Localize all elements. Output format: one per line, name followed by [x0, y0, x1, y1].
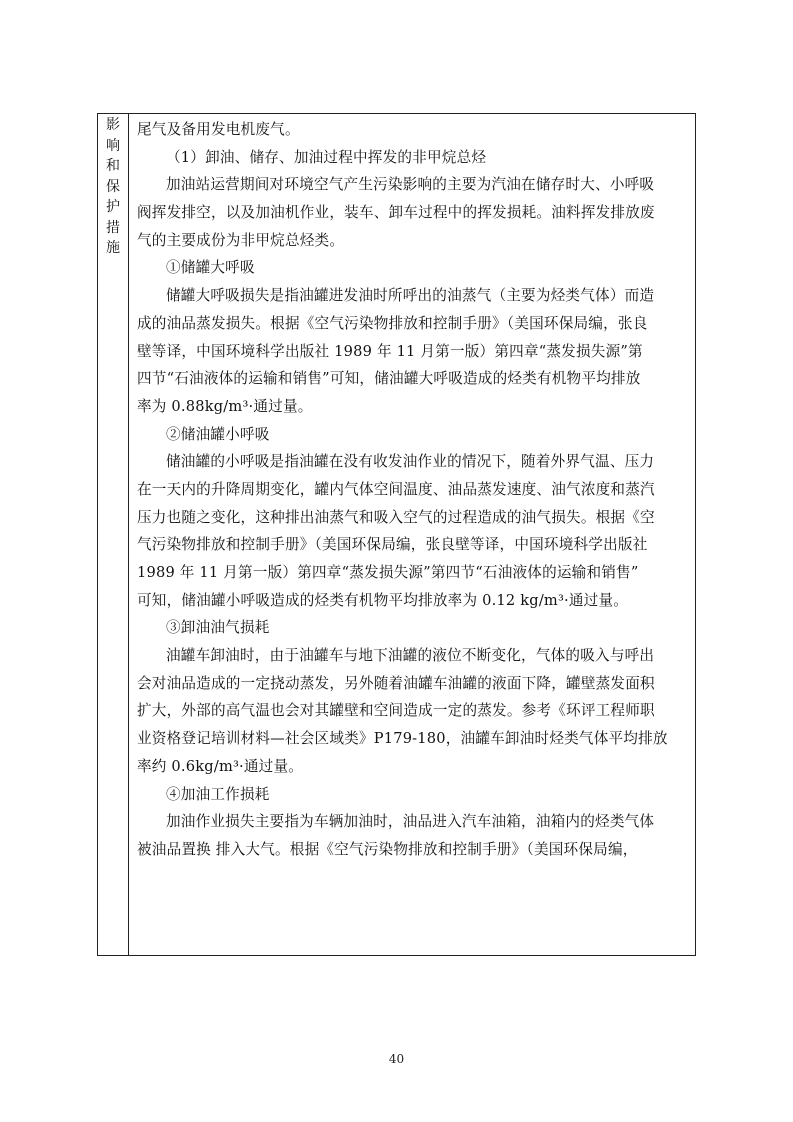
row-header-char: 措 [106, 219, 120, 236]
text-line: 压力也随之变化，这种排出油蒸气和吸入空气的过程造成的油气损失。根据《空 [137, 508, 655, 526]
text-line: 储罐大呼吸损失是指油罐进发油时所呼出的油蒸气（主要为烃类气体）而造 [166, 287, 655, 305]
table-cell-content [137, 116, 690, 864]
text-line: 1989 年 11 月第一版）第四章“蒸发损失源”第四节“石油液体的运输和销售” [137, 564, 639, 581]
text-line: 率约 0.6kg/m³·通过量。 [137, 757, 304, 775]
text-line: 加油作业损失主要指为车辆加油时，油品进入汽车油箱，油箱内的烃类气体 [166, 813, 655, 831]
text-line: 油罐车卸油时，由于油罐车与地下油罐的液位不断变化，气体的吸入与呼出 [166, 647, 655, 665]
text-line: ③卸油油气损耗 [166, 619, 270, 637]
column-divider [128, 113, 129, 956]
text-line: 加油站运营期间对环境空气产生污染影响的主要为汽油在储存时大、小呼吸 [166, 176, 655, 194]
text-line: 会对油品造成的一定挠动蒸发，另外随着油罐车油罐的液面下降，罐壁蒸发面积 [137, 674, 655, 692]
row-header-char: 和 [106, 158, 120, 174]
text-line: 气的主要成份为非甲烷总烃类。 [137, 231, 345, 249]
text-line: 储油罐的小呼吸是指油罐在没有收发油作业的情况下，随着外界气温、压力 [166, 453, 655, 471]
row-header-char: 施 [106, 240, 120, 256]
text-line: 可知，储油罐小呼吸造成的烃类有机物平均排放率为 0.12 kg/m³·通过量。 [137, 591, 629, 609]
row-header-char: 保 [106, 178, 120, 195]
text-line: 成的油品蒸发损失。根据《空气污染物排放和控制手册》（美国环保局编，张良 [137, 314, 648, 332]
text-line: 在一天内的升降周期变化，罐内气体空间温度、油品蒸发速度、油气浓度和蒸汽 [137, 480, 655, 498]
text-line: ④加油工作损耗 [166, 785, 270, 803]
text-line: 壁等译，中国环境科学出版社 1989 年 11 月第一版）第四章“蒸发损失源”第 [137, 342, 643, 360]
row-header-char: 响 [106, 137, 120, 154]
row-header-char: 影 [106, 117, 120, 133]
text-line: 被油品置换 排入大气。根据《空气污染物排放和控制手册》（美国环保局编， [137, 840, 638, 858]
text-line: （1）卸油、储存、加油过程中挥发的非甲烷总烃 [166, 148, 487, 166]
text-line: ②储油罐小呼吸 [166, 425, 270, 443]
text-line: 扩大，外部的高气温也会对其罐壁和空间造成一定的蒸发。参考《环评工程师职 [137, 702, 655, 720]
text-line: 尾气及备用发电机废气。 [137, 121, 300, 138]
text-line: ①储罐大呼吸 [166, 259, 255, 277]
text-line: 业资格登记培训材料—社会区域类》P179-180，油罐车卸油时烃类气体平均排放 [137, 730, 668, 748]
text-line: 阀挥发排空，以及加油机作业，装车、卸车过程中的挥发损耗。油料挥发排放废 [137, 204, 655, 222]
text-line: 四节“石油液体的运输和销售”可知，储油罐大呼吸造成的烃类有机物平均排放 [137, 370, 641, 388]
row-header-char: 护 [106, 199, 120, 215]
text-line: 率为 0.88kg/m³·通过量。 [137, 397, 313, 415]
text-line: 气污染物排放和控制手册》（美国环保局编，张良壁等译，中国环境科学出版社 [137, 536, 648, 554]
page-number: 40 [388, 1052, 405, 1066]
row-header-label [103, 115, 123, 259]
